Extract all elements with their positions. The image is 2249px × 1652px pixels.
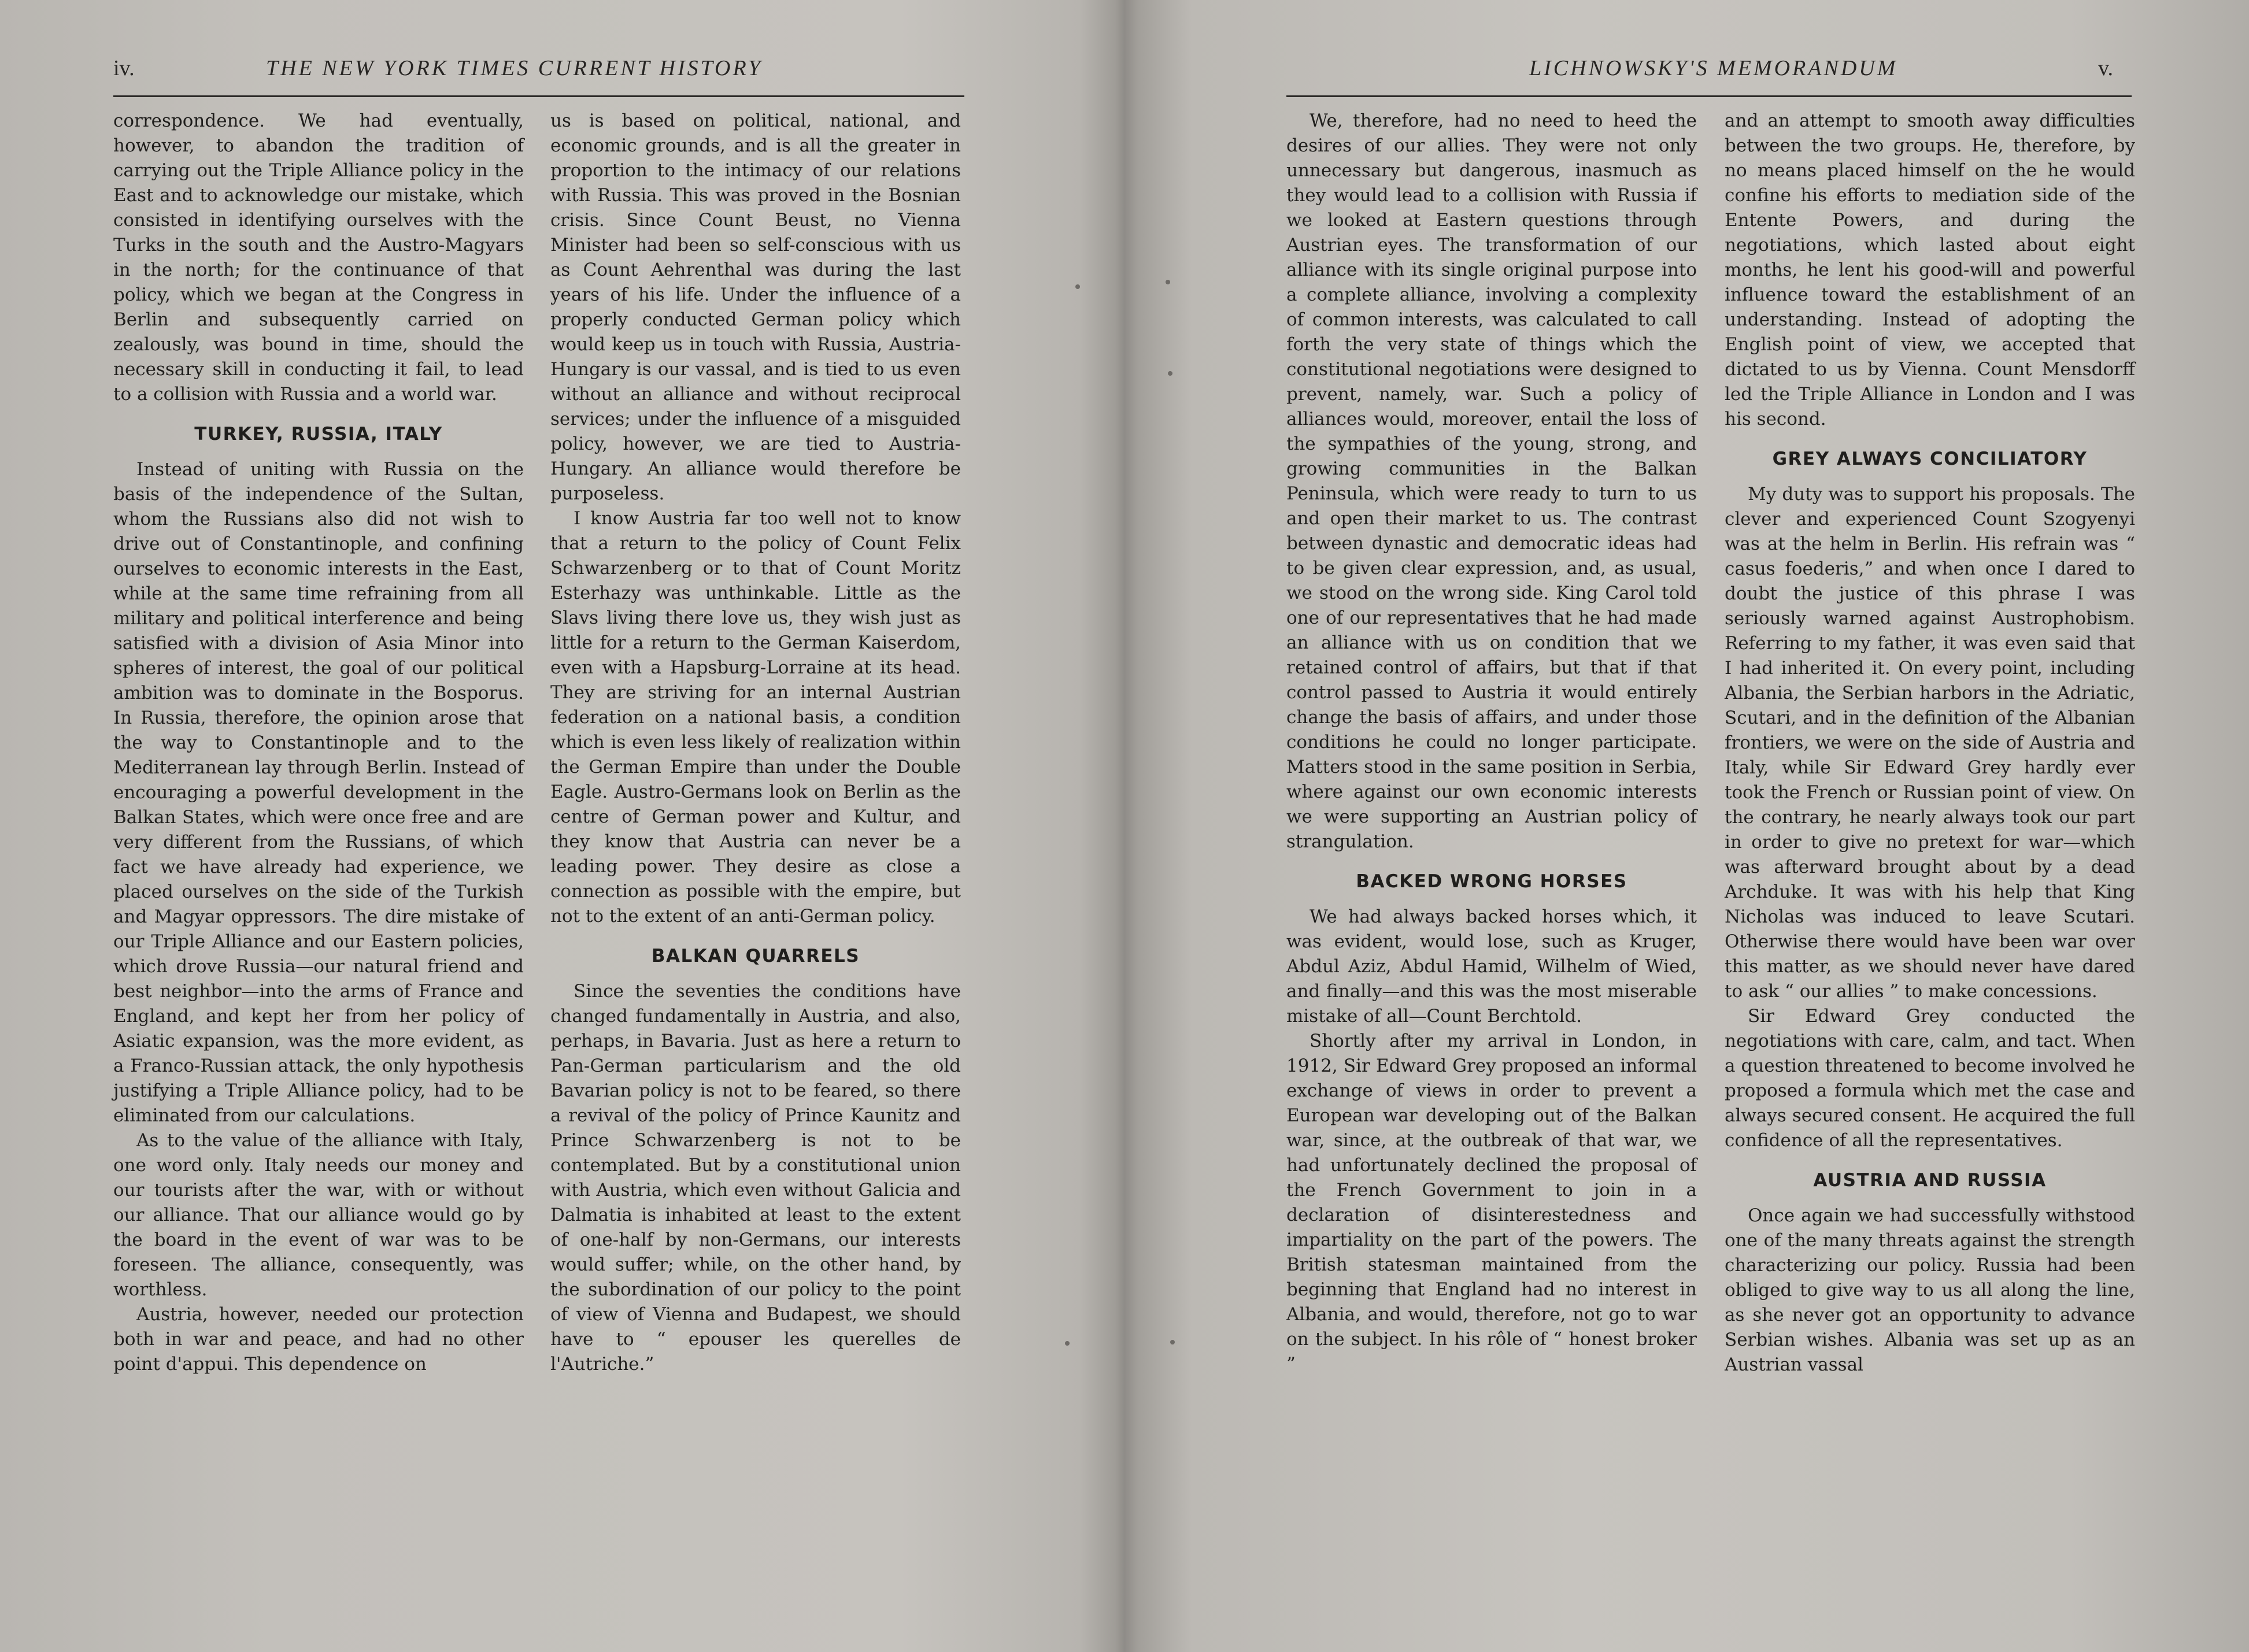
right-running-head: LICHNOWSKY'S MEMORANDUM	[1529, 56, 1898, 80]
paragraph: We, therefore, had no need to heed the desires of our allies. They were not only unnecessary but dangerous, inasmuch as they would lead to a collision with Russia if we looked at Eastern questions through Austrian eyes. The transformation of our alliance with its single original purpose into a complete alliance, involving a complexity of common interests, was calculated to call forth the very state of things which the constitutional negotiations were designed to prevent, namely, war. Such a policy of alliances would, moreover, entail the loss of the sympathies of the young, strong, and growing communities in the Balkan Peninsula, which were ready to turn to us and open their market to us. The contrast between dynastic and democratic ideas had to be given clear expression, and, as usual, we stood on the wrong side. King Carol told one of our representatives that he had made an alliance with us on condition that we retained control of affairs, but that if that control passed to Austria it would entirely change the basis of affairs, and under those conditions he could no longer participate. Matters stood in the same position in Serbia, where against our own economic interests we were supporting an Austrian policy of strangulation.	[1286, 110, 1697, 852]
paper-speck	[1168, 371, 1172, 376]
paragraph: and an attempt to smooth away difficulties between the two groups. He, therefore, by no means placed himself on the he would confine his efforts to mediation side of the Entente Powers, and during the negotiations, which lasted about eight months, he lent his good-will and powerful influence toward the establishment of an understanding. Instead of adopting the English point of view, we accepted that dictated to us by Vienna. Count Mensdorff led the Triple Alliance in London and I was his second.	[1725, 110, 2135, 429]
paragraph: Austria, however, needed our protection both in war and peace, and had no other point d'appui. This dependence on	[113, 1304, 524, 1375]
paper-speck	[1065, 1341, 1070, 1346]
paper-speck	[1170, 1340, 1175, 1344]
section-heading: GREY ALWAYS CONCILIATORY	[1772, 449, 2088, 469]
section-heading: BALKAN QUARRELS	[651, 946, 860, 966]
right-column-2	[1725, 109, 2135, 1377]
right-page-number: v.	[2098, 56, 2114, 80]
paragraph: Instead of uniting with Russia on the basis of the independence of the Sultan, whom the Russians also did not wish to drive out of Constantinople, and confining ourselves to economic interests in the East, while at the same time refraining from all military and political interference and being satisfied with a division of Asia Minor into spheres of interest, the goal of our political ambition was to dominate in the Bosporus. In Russia, therefore, the opinion arose that the way to Constantinople and to the Mediterranean lay through Berlin. Instead of encouraging a powerful development in the Balkan States, which were once free and are very different from the Russians, of which fact we have already had experience, we placed ourselves on the side of the Turkish and Magyar oppressors. The dire mistake of our Triple Alliance and our Eastern policies, which drove Russia—our natural friend and best neighbor—into the arms of France and England, and kept her from her policy of Asiatic expansion, was the more evident, as a Franco-Russian attack, the only hypothesis justifying a Triple Alliance policy, had to be eliminated from our calculations.	[113, 459, 524, 1126]
left-running-head: THE NEW YORK TIMES CURRENT HISTORY	[266, 56, 763, 80]
paragraph: Shortly after my arrival in London, in 1912, Sir Edward Grey proposed an informal exchange of views in order to prevent a European war developing out of the Balkan war, since, at the outbreak of that war, we had unfortunately declined the proposal of the French Government to join in a declaration of disinterestedness and impartiality on the part of the powers. The British statesman maintained from the beginning that England had no interest in Albania, and would, therefore, not go to war on the subject. In his rôle of “ honest broker ”	[1286, 1031, 1697, 1375]
section-heading: TURKEY, RUSSIA, ITALY	[194, 424, 443, 445]
left-page	[0, 0, 1124, 1652]
left-page-number: iv.	[113, 56, 135, 80]
paragraph: My duty was to support his proposals. The clever and experienced Count Szogyenyi was at the helm in Berlin. His refrain was “ casus foederis,” and when once I dared to doubt the justice of this phrase I was seriously warned against Austrophobism. Referring to my father, it was even said that I had inherited it. On every point, including Albania, the Serbian harbors in the Adriatic, Scutari, and in the definition of the Albanian frontiers, we were on the side of Austria and Italy, while Sir Edward Grey hardly ever took the French or Russian point of view. On the contrary, he nearly always took our part in order to give no pretext for war—which was afterward brought about by a dead Archduke. It was with his help that King Nicholas was induced to leave Scutari. Otherwise there would have been war over this matter, as we should never have dared to ask “ our allies ” to make concessions.	[1725, 484, 2135, 1002]
paragraph: As to the value of the alliance with Italy, one word only. Italy needs our money and our tourists after the war, with or without our alliance. That our alliance would go by the board in the event of war was to be foreseen. The alliance, consequently, was worthless.	[113, 1130, 524, 1300]
right-header-rule	[1286, 95, 2132, 97]
paragraph: We had always backed horses which, it was evident, would lose, such as Kruger, Abdul Aziz, Abdul Hamid, Wilhelm of Wied, and finally—and this was the most miserable mistake of all—Count Berchtold.	[1286, 906, 1697, 1027]
section-heading: AUSTRIA AND RUSSIA	[1813, 1170, 2047, 1191]
right-page	[1124, 0, 2249, 1652]
left-header-rule	[113, 95, 964, 97]
paragraph: correspondence. We had eventually, however, to abandon the tradition of carrying out the Triple Alliance policy in the East and to acknowledge our mistake, which consisted in identifying ourselves with the Turks in the south and the Austro-Magyars in the north; for the continuance of that policy, which we began at the Congress in Berlin and subsequently carried on zealously, was bound in time, should the necessary skill in conducting it fail, to lead to a collision with Russia and a world war.	[113, 110, 524, 405]
paragraph: Sir Edward Grey conducted the negotiations with care, calm, and tact. When a question threatened to become involved he proposed a formula which met the case and always secured consent. He acquired the full confidence of all the representatives.	[1725, 1006, 2135, 1151]
paper-speck	[1166, 280, 1170, 284]
section-heading: BACKED WRONG HORSES	[1356, 871, 1627, 892]
paragraph: us is based on political, national, and economic grounds, and is all the greater in proportion to the intimacy of our relations with Russia. This was proved in the Bosnian crisis. Since Count Beust, no Vienna Minister had been so self-conscious with us as Count Aehrenthal was during the last years of his life. Under the influence of a properly conducted German policy which would keep us in touch with Russia, Austria-Hungary is our vassal, and is tied to us even without an alliance and without reciprocal services; under the influence of a misguided policy, however, we are tied to Austria-Hungary. An alliance would therefore be purposeless.	[550, 110, 961, 504]
paragraph: I know Austria far too well not to know that a return to the policy of Count Felix Schwarzenberg or to that of Count Moritz Esterhazy was unthinkable. Little as the Slavs living there love us, they wish just as little for a return to the German Kaiserdom, even with a Hapsburg-Lorraine at its head. They are striving for an internal Austrian federation on a national basis, a condition which is even less likely of realization within the German Empire than under the Double Eagle. Austro-Germans look on Berlin as the centre of German power and Kultur, and they know that Austria can never be a leading power. They desire as close a connection as possible with the empire, but not to the extent of an anti-German policy.	[550, 508, 961, 927]
left-column-2	[550, 109, 961, 1377]
left-column-1	[113, 109, 524, 1377]
paragraph: Since the seventies the conditions have changed fundamentally in Austria, and also, perhaps, in Bavaria. Just as here a return to Pan-German particularism and the old Bavarian policy is not to be feared, so there a revival of the policy of Prince Kaunitz and Prince Schwarzenberg is not to be contemplated. But by a constitutional union with Austria, which even without Galicia and Dalmatia is inhabited at least to the extent of one-half by non-Germans, our interests would suffer; while, on the other hand, by the subordination of our policy to the point of view of Vienna and Budapest, we should have to “ epouser les querelles de l'Autriche.”	[550, 981, 961, 1375]
paragraph: Once again we had successfully withstood one of the many threats against the strength characterizing our policy. Russia had been obliged to give way to us all along the line, as she never got an opportunity to advance Serbian wishes. Albania was set up as an Austrian vassal	[1725, 1205, 2135, 1375]
right-column-1	[1286, 109, 1697, 1377]
paper-speck	[1075, 284, 1080, 289]
